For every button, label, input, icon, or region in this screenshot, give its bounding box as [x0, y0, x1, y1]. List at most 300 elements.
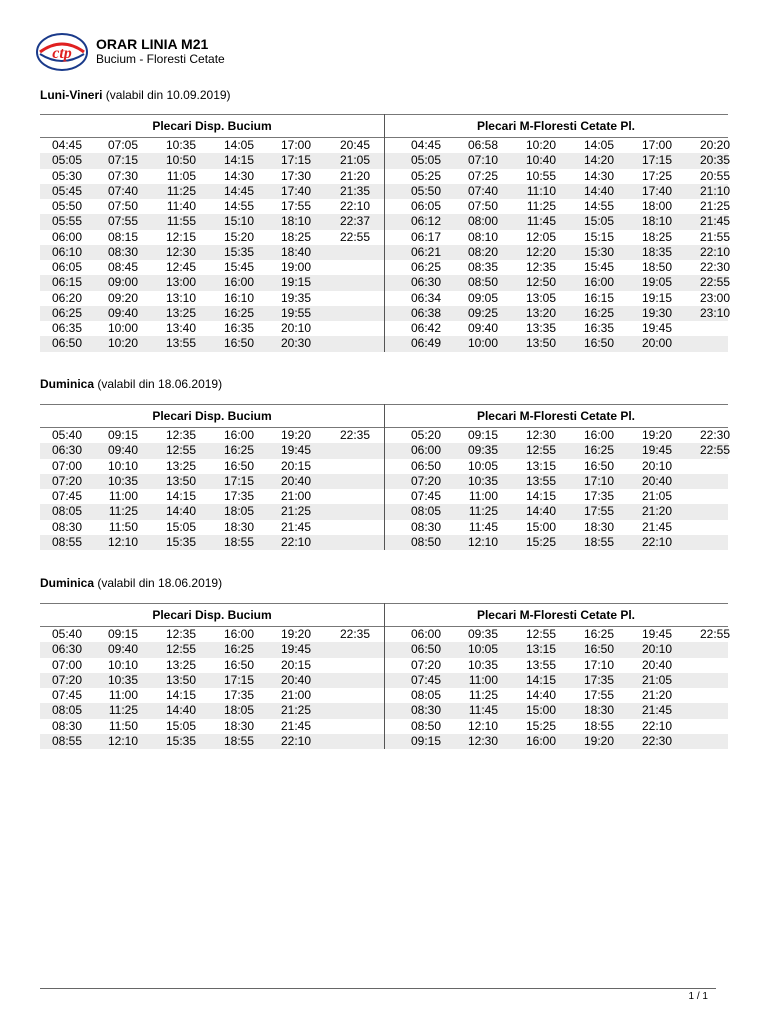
departure-time: 07:10 — [467, 153, 498, 168]
departure-time: 06:00 — [51, 229, 82, 244]
departure-time: 14:40 — [583, 183, 614, 198]
departure-time: 09:15 — [467, 428, 498, 442]
departure-time: 20:10 — [641, 642, 672, 657]
departure-time: 17:55 — [583, 688, 614, 702]
departure-time: 13:50 — [165, 672, 196, 687]
departure-time: 16:50 — [583, 336, 614, 351]
departure-time: 05:25 — [410, 168, 441, 183]
departure-time: 06:30 — [51, 642, 82, 657]
departure-time: 19:30 — [641, 305, 672, 320]
departure-time: 20:45 — [339, 138, 370, 152]
departure-time: 18:30 — [583, 703, 614, 718]
departure-time: 12:30 — [525, 428, 556, 442]
departure-time: 06:10 — [51, 244, 82, 259]
departure-time: 22:55 — [699, 443, 730, 458]
departure-time: 22:10 — [641, 718, 672, 733]
departure-time: 22:30 — [699, 260, 730, 274]
departure-time: 10:35 — [165, 138, 196, 152]
departure-time: 09:40 — [467, 321, 498, 335]
departure-time: 07:45 — [51, 688, 82, 702]
header-right: Plecari M-Floresti Cetate Pl. — [476, 409, 636, 423]
departure-time: 12:35 — [165, 428, 196, 442]
departure-time: 16:25 — [583, 305, 614, 320]
departure-time: 16:25 — [223, 305, 254, 320]
departure-time: 04:45 — [51, 138, 82, 152]
departure-time: 14:45 — [223, 183, 254, 198]
departure-time: 21:00 — [280, 489, 311, 503]
departure-time: 07:00 — [51, 458, 82, 473]
departure-time: 10:00 — [107, 321, 138, 335]
departure-time: 19:45 — [641, 627, 672, 641]
ctp-logo-icon — [36, 32, 88, 72]
departure-time: 21:45 — [699, 214, 730, 229]
departure-time: 11:10 — [526, 183, 556, 198]
departure-time: 14:15 — [525, 672, 556, 687]
departure-time: 19:20 — [583, 733, 614, 748]
departure-time: 11:40 — [166, 199, 196, 213]
departure-time: 21:35 — [339, 183, 370, 198]
departure-time: 18:55 — [583, 534, 614, 549]
departure-time: 19:05 — [641, 275, 672, 290]
departure-time: 07:45 — [410, 489, 441, 503]
departure-time: 21:25 — [699, 199, 730, 213]
departure-time: 20:35 — [699, 153, 730, 168]
departure-time: 20:30 — [280, 336, 311, 351]
departure-time: 22:10 — [280, 534, 311, 549]
departure-time: 05:40 — [51, 627, 82, 641]
departure-time: 14:05 — [223, 138, 254, 152]
departure-time: 16:50 — [583, 642, 614, 657]
departure-time: 19:20 — [280, 627, 311, 641]
departure-time: 16:35 — [583, 321, 614, 335]
departure-time: 07:55 — [107, 214, 138, 229]
departure-time: 15:25 — [525, 534, 556, 549]
departure-time: 09:25 — [467, 305, 498, 320]
departure-time: 21:20 — [339, 168, 370, 183]
departure-time: 21:05 — [339, 153, 370, 168]
departure-time: 13:00 — [165, 275, 196, 290]
departure-time: 08:30 — [51, 718, 82, 733]
departure-time: 17:10 — [583, 657, 614, 672]
departure-time: 21:05 — [641, 489, 672, 503]
departure-time: 13:25 — [165, 458, 196, 473]
departure-time: 08:45 — [107, 260, 138, 274]
departure-time: 17:40 — [280, 183, 311, 198]
departure-time: 09:35 — [467, 443, 498, 458]
departure-time: 14:15 — [165, 688, 196, 702]
departure-time: 07:20 — [410, 473, 441, 488]
departure-time: 10:40 — [525, 153, 556, 168]
departure-time: 05:55 — [51, 214, 82, 229]
departure-time: 14:15 — [165, 489, 196, 503]
departure-time: 21:55 — [699, 229, 730, 244]
departure-time: 15:25 — [525, 718, 556, 733]
departure-time: 17:35 — [223, 489, 254, 503]
departure-time: 15:20 — [223, 229, 254, 244]
departure-time: 05:50 — [410, 183, 441, 198]
departure-time: 17:55 — [583, 504, 614, 519]
departure-time: 21:25 — [280, 504, 311, 519]
departure-time: 22:10 — [339, 199, 370, 213]
departure-time: 09:40 — [107, 443, 138, 458]
departure-time: 13:50 — [165, 473, 196, 488]
departure-time: 18:05 — [223, 703, 254, 718]
departure-time: 18:55 — [223, 534, 254, 549]
departure-time: 10:10 — [107, 657, 138, 672]
departure-time: 17:40 — [641, 183, 672, 198]
departure-time: 06:42 — [410, 321, 441, 335]
departure-time: 20:15 — [280, 458, 311, 473]
departure-time: 08:30 — [51, 519, 82, 534]
departure-time: 06:25 — [410, 260, 441, 274]
departure-time: 07:20 — [51, 672, 82, 687]
departure-time: 19:45 — [280, 642, 311, 657]
header-right: Plecari M-Floresti Cetate Pl. — [476, 608, 636, 622]
departure-time: 18:30 — [223, 519, 254, 534]
departure-time: 23:10 — [699, 305, 730, 320]
departure-time: 18:10 — [641, 214, 672, 229]
departure-time: 11:00 — [468, 672, 498, 687]
departure-time: 17:15 — [223, 473, 254, 488]
departure-time: 18:25 — [280, 229, 311, 244]
departure-time: 12:55 — [165, 443, 196, 458]
departure-time: 11:45 — [468, 519, 498, 534]
departure-time: 11:25 — [526, 199, 556, 213]
departure-time: 09:40 — [107, 642, 138, 657]
departure-time: 07:25 — [467, 168, 498, 183]
departure-time: 07:05 — [107, 138, 138, 152]
departure-time: 17:15 — [280, 153, 311, 168]
departure-time: 06:50 — [410, 458, 441, 473]
header-left: Plecari Disp. Bucium — [152, 119, 272, 133]
departure-time: 06:12 — [410, 214, 441, 229]
section-title-sunday: Duminica (valabil din 18.06.2019) — [40, 377, 223, 391]
departure-time: 11:45 — [468, 703, 498, 718]
departure-time: 20:00 — [641, 336, 672, 351]
departure-time: 12:10 — [107, 534, 138, 549]
departure-time: 20:40 — [641, 657, 672, 672]
departure-time: 08:50 — [467, 275, 498, 290]
timetable-sunday — [40, 404, 728, 550]
departure-time: 15:30 — [583, 244, 614, 259]
svg-text:ctp: ctp — [52, 45, 72, 62]
departure-time: 12:35 — [525, 260, 556, 274]
departure-time: 06:05 — [51, 260, 82, 274]
departure-time: 19:45 — [641, 321, 672, 335]
departure-time: 10:20 — [525, 138, 556, 152]
departure-time: 07:30 — [107, 168, 138, 183]
departure-time: 18:05 — [223, 504, 254, 519]
departure-time: 22:35 — [339, 428, 370, 442]
departure-time: 12:55 — [525, 627, 556, 641]
departure-time: 16:10 — [223, 290, 254, 305]
departure-time: 06:30 — [51, 443, 82, 458]
departure-time: 11:25 — [468, 504, 498, 519]
departure-time: 21:20 — [641, 504, 672, 519]
departure-time: 17:35 — [583, 672, 614, 687]
departure-time: 12:05 — [525, 229, 556, 244]
departure-time: 17:10 — [583, 473, 614, 488]
departure-time: 06:00 — [410, 627, 441, 641]
departure-time: 06:38 — [410, 305, 441, 320]
departure-time: 14:55 — [223, 199, 254, 213]
departure-time: 08:05 — [51, 504, 82, 519]
departure-time: 15:45 — [583, 260, 614, 274]
departure-time: 20:40 — [641, 473, 672, 488]
departure-time: 06:35 — [51, 321, 82, 335]
departure-time: 20:40 — [280, 473, 311, 488]
departure-time: 06:34 — [410, 290, 441, 305]
footer-divider — [40, 988, 716, 989]
departure-time: 15:05 — [165, 519, 196, 534]
departure-time: 20:15 — [280, 657, 311, 672]
departure-time: 09:20 — [107, 290, 138, 305]
departure-time: 05:30 — [51, 168, 82, 183]
timetable-sunday-2 — [40, 603, 728, 749]
departure-time: 20:55 — [699, 168, 730, 183]
departure-time: 06:30 — [410, 275, 441, 290]
departure-time: 11:25 — [108, 703, 138, 718]
departure-time: 12:20 — [525, 244, 556, 259]
departure-time: 15:35 — [165, 733, 196, 748]
departure-time: 22:30 — [699, 428, 730, 442]
departure-time: 19:45 — [280, 443, 311, 458]
departure-time: 10:10 — [107, 458, 138, 473]
departure-time: 20:20 — [699, 138, 730, 152]
departure-time: 17:35 — [583, 489, 614, 503]
departure-time: 16:25 — [223, 443, 254, 458]
departure-time: 09:35 — [467, 627, 498, 641]
departure-time: 22:55 — [339, 229, 370, 244]
departure-time: 17:30 — [280, 168, 311, 183]
departure-time: 18:30 — [223, 718, 254, 733]
departure-time: 19:00 — [280, 260, 311, 274]
departure-time: 16:00 — [583, 428, 614, 442]
departure-time: 07:50 — [467, 199, 498, 213]
departure-time: 15:45 — [223, 260, 254, 274]
departure-time: 07:40 — [107, 183, 138, 198]
departure-time: 11:25 — [468, 688, 498, 702]
departure-time: 22:30 — [641, 733, 672, 748]
departure-time: 11:55 — [166, 214, 196, 229]
departure-time: 08:05 — [410, 504, 441, 519]
departure-time: 11:45 — [526, 214, 556, 229]
departure-time: 21:00 — [280, 688, 311, 702]
departure-time: 05:50 — [51, 199, 82, 213]
departure-time: 14:30 — [583, 168, 614, 183]
departure-time: 16:25 — [583, 443, 614, 458]
departure-time: 09:00 — [107, 275, 138, 290]
departure-time: 16:00 — [223, 275, 254, 290]
departure-time: 12:10 — [467, 718, 498, 733]
departure-time: 08:05 — [410, 688, 441, 702]
departure-time: 14:40 — [165, 504, 196, 519]
departure-time: 06:25 — [51, 305, 82, 320]
departure-time: 21:10 — [699, 183, 730, 198]
departure-time: 16:50 — [583, 458, 614, 473]
header-right: Plecari M-Floresti Cetate Pl. — [476, 119, 636, 133]
departure-time: 22:55 — [699, 275, 730, 290]
departure-time: 15:05 — [165, 718, 196, 733]
departure-time: 22:35 — [339, 627, 370, 641]
departure-time: 16:35 — [223, 321, 254, 335]
departure-time: 13:25 — [165, 657, 196, 672]
departure-time: 22:10 — [641, 534, 672, 549]
departure-time: 15:05 — [583, 214, 614, 229]
departure-time: 10:35 — [467, 657, 498, 672]
header-left: Plecari Disp. Bucium — [152, 608, 272, 622]
departure-time: 08:10 — [467, 229, 498, 244]
departure-time: 16:00 — [223, 428, 254, 442]
departure-time: 11:05 — [166, 168, 196, 183]
departure-time: 22:55 — [699, 627, 730, 641]
departure-time: 05:05 — [51, 153, 82, 168]
departure-time: 16:25 — [223, 642, 254, 657]
departure-time: 06:20 — [51, 290, 82, 305]
departure-time: 11:50 — [108, 519, 138, 534]
departure-time: 21:20 — [641, 688, 672, 702]
departure-time: 12:35 — [165, 627, 196, 641]
departure-time: 06:50 — [410, 642, 441, 657]
departure-time: 13:20 — [525, 305, 556, 320]
departure-time: 08:15 — [107, 229, 138, 244]
departure-time: 18:55 — [583, 718, 614, 733]
departure-time: 13:05 — [525, 290, 556, 305]
departure-time: 15:35 — [223, 244, 254, 259]
departure-time: 06:21 — [410, 244, 441, 259]
departure-time: 11:25 — [166, 183, 196, 198]
departure-time: 06:15 — [51, 275, 82, 290]
departure-time: 22:10 — [699, 244, 730, 259]
departure-time: 09:15 — [107, 627, 138, 641]
departure-time: 20:40 — [280, 672, 311, 687]
departure-time: 13:50 — [525, 336, 556, 351]
departure-time: 21:45 — [280, 718, 311, 733]
departure-time: 04:45 — [410, 138, 441, 152]
departure-time: 08:30 — [410, 703, 441, 718]
departure-time: 13:15 — [525, 642, 556, 657]
departure-time: 20:10 — [641, 458, 672, 473]
departure-time: 16:50 — [223, 336, 254, 351]
departure-time: 10:35 — [107, 672, 138, 687]
departure-time: 21:05 — [641, 672, 672, 687]
departure-time: 06:17 — [410, 229, 441, 244]
departure-time: 13:55 — [525, 473, 556, 488]
departure-time: 12:10 — [107, 733, 138, 748]
departure-time: 13:35 — [525, 321, 556, 335]
departure-time: 16:50 — [223, 458, 254, 473]
departure-time: 11:00 — [468, 489, 498, 503]
departure-time: 08:55 — [51, 733, 82, 748]
departure-time: 14:15 — [525, 489, 556, 503]
departure-time: 09:05 — [467, 290, 498, 305]
departure-time: 16:50 — [223, 657, 254, 672]
departure-time: 07:20 — [410, 657, 441, 672]
departure-time: 17:15 — [223, 672, 254, 687]
departure-time: 20:10 — [280, 321, 311, 335]
timetable-weekdays — [40, 114, 728, 352]
page-title: ORAR LINIA M21 — [96, 36, 209, 52]
departure-time: 12:30 — [467, 733, 498, 748]
departure-time: 12:45 — [165, 260, 196, 274]
departure-time: 19:55 — [280, 305, 311, 320]
departure-time: 21:45 — [641, 703, 672, 718]
departure-time: 10:05 — [467, 642, 498, 657]
departure-time: 10:35 — [107, 473, 138, 488]
column-divider — [384, 114, 385, 352]
departure-time: 10:55 — [525, 168, 556, 183]
departure-time: 13:40 — [165, 321, 196, 335]
departure-time: 05:40 — [51, 428, 82, 442]
departure-time: 16:00 — [223, 627, 254, 641]
departure-time: 13:15 — [525, 458, 556, 473]
column-divider — [384, 404, 385, 550]
header-left: Plecari Disp. Bucium — [152, 409, 272, 423]
departure-time: 07:50 — [107, 199, 138, 213]
departure-time: 14:40 — [165, 703, 196, 718]
departure-time: 12:55 — [165, 642, 196, 657]
departure-time: 08:50 — [410, 718, 441, 733]
departure-time: 15:10 — [223, 214, 254, 229]
departure-time: 08:35 — [467, 260, 498, 274]
departure-time: 13:10 — [165, 290, 196, 305]
departure-time: 07:20 — [51, 473, 82, 488]
departure-time: 07:15 — [107, 153, 138, 168]
departure-time: 08:30 — [107, 244, 138, 259]
departure-time: 06:05 — [410, 199, 441, 213]
departure-time: 10:35 — [467, 473, 498, 488]
departure-time: 12:55 — [525, 443, 556, 458]
departure-time: 15:35 — [165, 534, 196, 549]
departure-time: 14:15 — [223, 153, 254, 168]
departure-time: 10:00 — [467, 336, 498, 351]
departure-time: 06:49 — [410, 336, 441, 351]
departure-time: 12:30 — [165, 244, 196, 259]
departure-time: 10:50 — [165, 153, 196, 168]
departure-time: 12:50 — [525, 275, 556, 290]
departure-time: 13:55 — [525, 657, 556, 672]
page-subtitle: Bucium - Floresti Cetate — [96, 52, 225, 66]
section-title-weekdays: Luni-Vineri (valabil din 10.09.2019) — [40, 88, 231, 102]
column-divider — [384, 603, 385, 749]
departure-time: 09:15 — [107, 428, 138, 442]
departure-time: 17:35 — [223, 688, 254, 702]
departure-time: 14:40 — [525, 504, 556, 519]
departure-time: 18:25 — [641, 229, 672, 244]
departure-time: 05:20 — [410, 428, 441, 442]
departure-time: 14:55 — [583, 199, 614, 213]
departure-time: 11:00 — [108, 688, 138, 702]
departure-time: 11:25 — [108, 504, 138, 519]
departure-time: 18:55 — [223, 733, 254, 748]
departure-time: 15:00 — [525, 703, 556, 718]
departure-time: 08:00 — [467, 214, 498, 229]
departure-time: 18:50 — [641, 260, 672, 274]
departure-time: 09:40 — [107, 305, 138, 320]
departure-time: 18:40 — [280, 244, 311, 259]
departure-time: 12:15 — [165, 229, 196, 244]
departure-time: 07:45 — [410, 672, 441, 687]
departure-time: 17:00 — [280, 138, 311, 152]
departure-time: 19:15 — [641, 290, 672, 305]
departure-time: 12:10 — [467, 534, 498, 549]
departure-time: 10:20 — [107, 336, 138, 351]
departure-time: 15:15 — [583, 229, 614, 244]
departure-time: 07:00 — [51, 657, 82, 672]
departure-time: 05:05 — [410, 153, 441, 168]
departure-time: 21:25 — [280, 703, 311, 718]
departure-time: 19:20 — [280, 428, 311, 442]
